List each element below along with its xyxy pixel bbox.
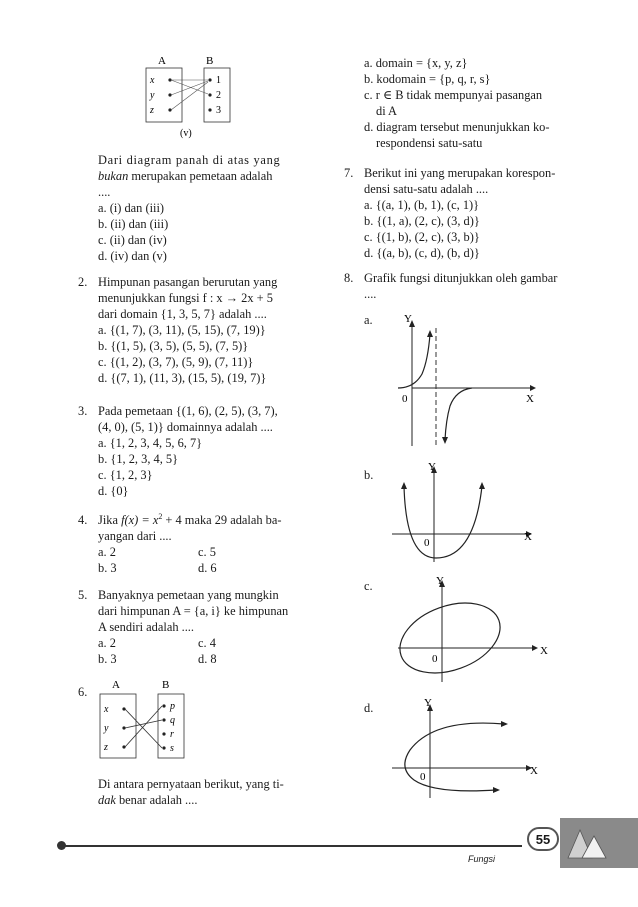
q2-option-a: a. {(1, 7), (3, 11), (5, 15), (7, 19)}: [98, 323, 266, 337]
q6-elem-x: x: [104, 704, 109, 715]
elem-1: 1: [216, 75, 221, 86]
graph-b-y-label: Y: [428, 461, 436, 473]
q5-option-a: a. 2: [98, 636, 116, 650]
q2-line-2: menunjukkan fungsi f : x → 2x + 5: [98, 291, 273, 305]
q6-set-b-label: B: [162, 679, 170, 691]
q1-option-d: d. (iv) dan (v): [98, 249, 167, 263]
graph-b-x-label: X: [524, 531, 532, 543]
question-3: [78, 403, 310, 499]
graph-b: [384, 458, 544, 568]
graph-d: [384, 694, 554, 804]
question-2: [78, 274, 310, 386]
q7-number: 7.: [344, 166, 354, 180]
q3-option-d: d. {0}: [98, 484, 129, 498]
q2-option-c: c. {(1, 2), (3, 7), (5, 9), (7, 11)}: [98, 355, 254, 369]
elem-3: 3: [216, 105, 221, 116]
graph-c: [390, 570, 560, 690]
elem-z: z: [150, 105, 154, 116]
q2-line-1: Himpunan pasangan berurutan yang: [98, 275, 278, 289]
q6-elem-r: r: [170, 729, 174, 740]
q8-line-1: Grafik fungsi ditunjukkan oleh gambar: [364, 271, 558, 285]
q1-text-3: ....: [98, 185, 111, 199]
q4-line-2: yangan dari ....: [98, 529, 172, 543]
q2-option-d: d. {(7, 1), (11, 3), (15, 5), (19, 7)}: [98, 371, 267, 385]
graph-d-label: d.: [364, 701, 374, 715]
footer-logo-icon: [560, 818, 638, 868]
elem-y: y: [150, 90, 155, 101]
q7-line-2: densi satu-satu adalah ....: [364, 182, 489, 196]
q1-option-a: a. (i) dan (iii): [98, 201, 165, 215]
q6-option-c-cont: di A: [376, 104, 397, 118]
graph-d-y-label: Y: [424, 697, 432, 709]
arrow-diagram-v: [138, 50, 238, 140]
question-5: [78, 587, 310, 667]
q4-number: 4.: [78, 513, 88, 527]
q3-option-c: c. {1, 2, 3}: [98, 468, 153, 482]
q7-option-a: a. {(a, 1), (b, 1), (c, 1)}: [364, 198, 480, 212]
q5-line-3: A sendiri adalah ....: [98, 620, 195, 634]
chapter-label: Fungsi: [468, 854, 496, 864]
q6-option-b: b. kodomain = {p, q, r, s}: [364, 72, 491, 86]
q6-elem-y: y: [104, 723, 109, 734]
q7-option-d: d. {(a, b), (c, d), (b, d)}: [364, 246, 480, 260]
q5-option-b: b. 3: [98, 652, 117, 666]
graph-d-x-label: X: [530, 765, 538, 777]
graph-c-origin: 0: [432, 653, 438, 665]
q6-line-1: Di antara pernyataan berikut, yang ti-: [98, 777, 284, 791]
q8-number: 8.: [344, 271, 354, 285]
q2-option-b: b. {(1, 5), (3, 5), (5, 5), (7, 5)}: [98, 339, 249, 353]
footer-decoration: [560, 818, 638, 868]
q5-line-2: dari himpunan A = {a, i} ke himpunan: [98, 604, 289, 618]
q3-number: 3.: [78, 404, 88, 418]
q5-number: 5.: [78, 588, 88, 602]
q6-option-d: d. diagram tersebut menunjukkan ko-: [364, 120, 550, 134]
elem-2: 2: [216, 90, 221, 101]
q1-continuation: [98, 152, 310, 264]
q7-option-c: c. {(1, b), (2, c), (3, b)}: [364, 230, 480, 244]
q1-text-1: Dari diagram panah di atas yang: [98, 153, 281, 167]
q1-option-b: b. (ii) dan (iii): [98, 217, 169, 231]
q2-line-3: dari domain {1, 3, 5, 7} adalah ....: [98, 307, 267, 321]
question-7: [344, 165, 580, 261]
graph-c-x-label: X: [540, 645, 548, 657]
q6-options: [364, 55, 580, 151]
q1-text-2: bukan merupakan pemetaan adalah: [98, 169, 273, 183]
graph-c-y-label: Y: [436, 575, 444, 587]
set-a-label: A: [158, 55, 166, 67]
question-8: [344, 270, 580, 302]
q5-option-d: d. 8: [198, 652, 217, 666]
q6-number: 6.: [78, 685, 88, 699]
set-b-label: B: [206, 55, 214, 67]
diagram-label: (v): [180, 128, 192, 139]
q6-elem-s: s: [170, 743, 174, 754]
q6-elem-z: z: [104, 742, 108, 753]
q5-option-c: c. 4: [198, 636, 216, 650]
q1-option-c: c. (ii) dan (iv): [98, 233, 167, 247]
question-4: [78, 512, 310, 576]
graph-a-x-label: X: [526, 393, 534, 405]
q6-line-2: dak benar adalah ....: [98, 793, 198, 807]
arrow-diagram-q6: [92, 676, 212, 766]
graph-a-origin: 0: [402, 393, 408, 405]
q3-option-a: a. {1, 2, 3, 4, 5, 6, 7}: [98, 436, 203, 450]
q6-option-c: c. r ∈ B tidak mempunyai pasangan: [364, 88, 543, 102]
footer-rule: [62, 845, 522, 847]
q6-elem-p: p: [170, 701, 175, 712]
graph-a-y-label: Y: [404, 313, 412, 325]
graph-d-origin: 0: [420, 771, 426, 783]
q4-option-c: c. 5: [198, 545, 216, 559]
q6-set-a-label: A: [112, 679, 120, 691]
graph-c-label: c.: [364, 579, 373, 593]
elem-x: x: [150, 75, 155, 86]
q4-option-a: a. 2: [98, 545, 116, 559]
q3-line-2: (4, 0), (5, 1)} domainnya adalah ....: [98, 420, 273, 434]
q2-number: 2.: [78, 275, 88, 289]
q4-option-b: b. 3: [98, 561, 117, 575]
q7-option-b: b. {(1, a), (2, c), (3, d)}: [364, 214, 480, 228]
q3-line-1: Pada pemetaan {(1, 6), (2, 5), (3, 7),: [98, 404, 278, 418]
q3-option-b: b. {1, 2, 3, 4, 5}: [98, 452, 179, 466]
q6-elem-q: q: [170, 715, 175, 726]
page-number: 55: [527, 827, 559, 851]
q6-option-d-cont: respondensi satu-satu: [376, 136, 483, 150]
graph-b-origin: 0: [424, 537, 430, 549]
q6-option-a: a. domain = {x, y, z}: [364, 56, 468, 70]
q4-option-d: d. 6: [198, 561, 217, 575]
q6-text: [98, 776, 310, 808]
graph-a-label: a.: [364, 313, 373, 327]
q8-line-2: ....: [364, 287, 377, 301]
q4-line-1: Jika $f(x) = x^2 + 4$ maka 29 adalah ba-: [98, 511, 282, 527]
graph-b-label: b.: [364, 468, 374, 482]
graph-a: [394, 306, 554, 451]
q5-line-1: Banyaknya pemetaan yang mungkin: [98, 588, 279, 602]
q7-line-1: Berikut ini yang merupakan korespon-: [364, 166, 556, 180]
